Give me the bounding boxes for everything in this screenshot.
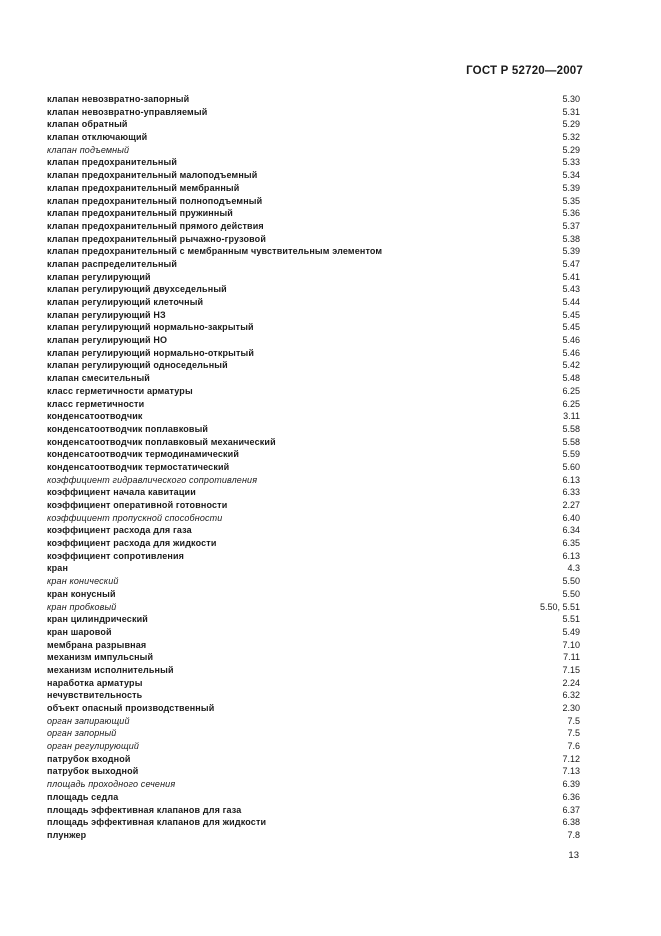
index-entry	[47, 258, 580, 271]
index-reference: 6.25	[562, 385, 580, 396]
index-entry	[47, 271, 580, 284]
index-entry	[47, 512, 580, 525]
index-entry	[47, 461, 580, 474]
index-entry	[47, 791, 580, 804]
index-term: клапан отключающий	[47, 132, 148, 143]
index-reference: 7.5	[567, 728, 580, 739]
index-term: кран пробковый	[47, 601, 117, 612]
index-entry	[47, 626, 580, 639]
index-entry	[47, 372, 580, 385]
index-reference: 7.5	[567, 715, 580, 726]
index-term: кран цилиндрический	[47, 614, 148, 625]
index-entry	[47, 347, 580, 360]
index-entry	[47, 537, 580, 550]
index-entry	[47, 436, 580, 449]
index-reference: 5.46	[562, 335, 580, 346]
document-header: ГОСТ Р 52720—2007	[466, 65, 583, 77]
index-entry	[47, 321, 580, 334]
index-reference: 3.11	[563, 411, 580, 422]
index-entry	[47, 283, 580, 296]
index-reference: 7.11	[563, 652, 580, 663]
index-term: клапан предохранительный рычажно-грузовой	[47, 233, 267, 244]
index-entry	[47, 575, 580, 588]
index-reference: 6.36	[562, 791, 580, 802]
index-reference: 7.13	[562, 766, 580, 777]
index-reference: 5.39	[562, 246, 580, 257]
index-reference: 5.50, 5.51	[539, 601, 580, 612]
index-reference: 6.25	[562, 398, 580, 409]
index-reference: 5.51	[562, 614, 580, 625]
index-term: орган запирающий	[47, 715, 130, 726]
index-entry	[47, 131, 580, 144]
index-term: коэффициент начала кавитации	[47, 487, 196, 498]
index-term: коэффициент гидравлического сопротивления	[47, 474, 258, 485]
index-term: клапан регулирующий НО	[47, 335, 168, 346]
index-entry	[47, 639, 580, 652]
index-reference: 6.33	[562, 487, 580, 498]
index-term: патрубок выходной	[47, 766, 139, 777]
index-reference: 5.58	[562, 436, 580, 447]
index-entry	[47, 474, 580, 487]
index-reference: 7.10	[562, 639, 580, 650]
index-reference: 5.29	[562, 119, 580, 130]
index-term: клапан регулирующий	[47, 271, 151, 282]
index-term: мембрана разрывная	[47, 639, 147, 650]
index-reference: 5.58	[562, 423, 580, 434]
index-term: класс герметичности арматуры	[47, 385, 193, 396]
index-reference: 5.29	[562, 144, 580, 155]
index-entry	[47, 664, 580, 677]
index-term: клапан предохранительный с мембранным чувствительным элементом	[47, 246, 383, 257]
term-index-list	[47, 93, 580, 842]
page-number: 13	[568, 850, 579, 861]
index-term: коэффициент пропускной способности	[47, 512, 223, 523]
index-reference: 5.46	[562, 347, 580, 358]
index-entry	[47, 220, 580, 233]
index-reference: 5.44	[562, 297, 580, 307]
index-entry	[47, 651, 580, 664]
index-term: орган запорный	[47, 728, 117, 739]
index-reference: 5.41	[562, 271, 580, 282]
index-entry	[47, 765, 580, 778]
index-reference: 7.15	[562, 664, 580, 675]
index-reference: 5.50	[562, 576, 580, 587]
index-term: конденсатоотводчик поплавковый механический	[47, 436, 276, 447]
index-term: нечувствительность	[47, 690, 143, 701]
index-term: клапан предохранительный пружинный	[47, 208, 233, 219]
index-entry	[47, 93, 580, 106]
index-term: конденсатоотводчик термодинамический	[47, 449, 240, 460]
index-term: конденсатоотводчик поплавковый	[47, 423, 209, 434]
index-entry	[47, 106, 580, 119]
index-reference: 5.47	[562, 258, 580, 269]
index-term: клапан распределительный	[47, 258, 178, 269]
index-reference: 6.35	[562, 538, 580, 549]
index-term: клапан подъемный	[47, 144, 130, 155]
index-reference: 6.40	[562, 512, 580, 523]
index-term: конденсатоотводчик термостатический	[47, 461, 230, 472]
index-term: клапан регулирующий нормально-закрытый	[47, 322, 254, 333]
index-reference: 5.30	[562, 94, 580, 104]
index-term: объект опасный производственный	[47, 703, 215, 713]
index-entry	[47, 156, 580, 169]
index-term: механизм исполнительный	[47, 664, 174, 675]
index-reference: 5.59	[562, 449, 580, 460]
index-entry	[47, 613, 580, 626]
index-term: коэффициент расхода для жидкости	[47, 538, 217, 549]
index-entry	[47, 169, 580, 182]
index-term: класс герметичности	[47, 398, 145, 409]
index-term: клапан предохранительный	[47, 157, 178, 168]
index-term: клапан невозвратно-управляемый	[47, 106, 208, 117]
index-entry	[47, 182, 580, 195]
index-term: клапан регулирующий нормально-открытый	[47, 347, 255, 358]
index-term: площадь эффективная клапанов для газа	[47, 804, 242, 815]
index-reference: 5.34	[562, 170, 580, 181]
index-term: клапан смесительный	[47, 373, 150, 384]
index-entry	[47, 740, 580, 753]
index-reference: 6.37	[562, 804, 580, 815]
index-term: кран конусный	[47, 588, 116, 599]
index-entry	[47, 778, 580, 791]
index-reference: 6.39	[562, 779, 580, 790]
index-term: клапан предохранительный прямого действия	[47, 220, 264, 231]
index-term: клапан регулирующий клеточный	[47, 297, 204, 307]
index-entry	[47, 233, 580, 246]
index-entry	[47, 727, 580, 740]
index-entry	[47, 550, 580, 563]
index-reference: 5.35	[562, 195, 580, 206]
index-term: кран конический	[47, 576, 119, 587]
index-term: коэффициент оперативной готовности	[47, 500, 228, 510]
index-reference: 5.49	[562, 626, 580, 637]
index-term: площадь эффективная клапанов для жидкости	[47, 817, 267, 828]
index-term: коэффициент сопротивления	[47, 550, 185, 561]
index-reference: 5.39	[562, 182, 580, 193]
index-term: наработка арматуры	[47, 677, 143, 688]
index-term: конденсатоотводчик	[47, 411, 143, 422]
index-term: клапан обратный	[47, 119, 128, 130]
index-reference: 5.48	[562, 373, 580, 384]
index-entry	[47, 423, 580, 436]
index-reference: 2.30	[562, 703, 580, 713]
index-term: клапан регулирующий двухседельный	[47, 284, 227, 295]
index-term: плунжер	[47, 829, 87, 840]
index-entry	[47, 499, 580, 512]
index-reference: 5.33	[562, 157, 580, 168]
index-reference: 7.12	[562, 753, 580, 764]
index-reference: 6.34	[562, 525, 580, 536]
index-entry	[47, 118, 580, 131]
index-entry	[47, 829, 580, 842]
index-reference: 5.36	[562, 208, 580, 219]
index-reference: 6.13	[562, 474, 580, 485]
index-term: площадь проходного сечения	[47, 779, 176, 790]
index-reference: 5.45	[562, 309, 580, 320]
index-entry	[47, 689, 580, 702]
index-term: механизм импульсный	[47, 652, 154, 663]
index-term: клапан предохранительный мембранный	[47, 182, 240, 193]
index-entry	[47, 309, 580, 322]
index-entry	[47, 588, 580, 601]
index-reference: 5.43	[562, 284, 580, 295]
index-entry	[47, 804, 580, 817]
index-term: коэффициент расхода для газа	[47, 525, 192, 536]
index-reference: 2.24	[562, 677, 580, 688]
index-entry	[47, 677, 580, 690]
index-term: клапан невозвратно-запорный	[47, 94, 190, 104]
index-reference: 5.42	[562, 360, 580, 371]
index-reference: 5.37	[562, 220, 580, 231]
index-entry	[47, 753, 580, 766]
index-entry	[47, 398, 580, 411]
index-reference: 5.50	[562, 588, 580, 599]
index-entry	[47, 715, 580, 728]
index-reference: 2.27	[562, 500, 580, 510]
index-reference: 6.32	[562, 690, 580, 701]
index-reference: 6.38	[562, 817, 580, 828]
index-entry	[47, 486, 580, 499]
index-term: клапан предохранительный малоподъемный	[47, 170, 258, 181]
index-entry	[47, 702, 580, 715]
index-entry	[47, 601, 580, 614]
index-reference: 4.3	[567, 563, 580, 574]
index-term: кран	[47, 563, 69, 574]
index-reference: 5.31	[562, 106, 580, 117]
index-entry	[47, 296, 580, 309]
index-reference: 7.8	[567, 829, 580, 840]
index-entry	[47, 448, 580, 461]
index-entry	[47, 524, 580, 537]
index-reference: 6.13	[562, 550, 580, 561]
index-term: кран шаровой	[47, 626, 112, 637]
index-reference: 5.60	[562, 461, 580, 472]
index-entry	[47, 245, 580, 258]
index-entry	[47, 359, 580, 372]
index-entry	[47, 816, 580, 829]
index-reference: 5.45	[562, 322, 580, 333]
index-term: клапан предохранительный полноподъемный	[47, 195, 263, 206]
index-term: клапан регулирующий односедельный	[47, 360, 228, 371]
index-reference: 5.32	[562, 132, 580, 143]
index-entry	[47, 410, 580, 423]
index-term: патрубок входной	[47, 753, 131, 764]
index-entry	[47, 195, 580, 208]
index-reference: 5.38	[562, 233, 580, 244]
index-entry	[47, 385, 580, 398]
index-term: площадь седла	[47, 791, 119, 802]
index-entry	[47, 207, 580, 220]
index-entry	[47, 334, 580, 347]
index-entry	[47, 144, 580, 157]
index-entry	[47, 562, 580, 575]
index-term: орган регулирующий	[47, 741, 140, 752]
index-term: клапан регулирующий НЗ	[47, 309, 166, 320]
index-reference: 7.6	[567, 741, 580, 752]
